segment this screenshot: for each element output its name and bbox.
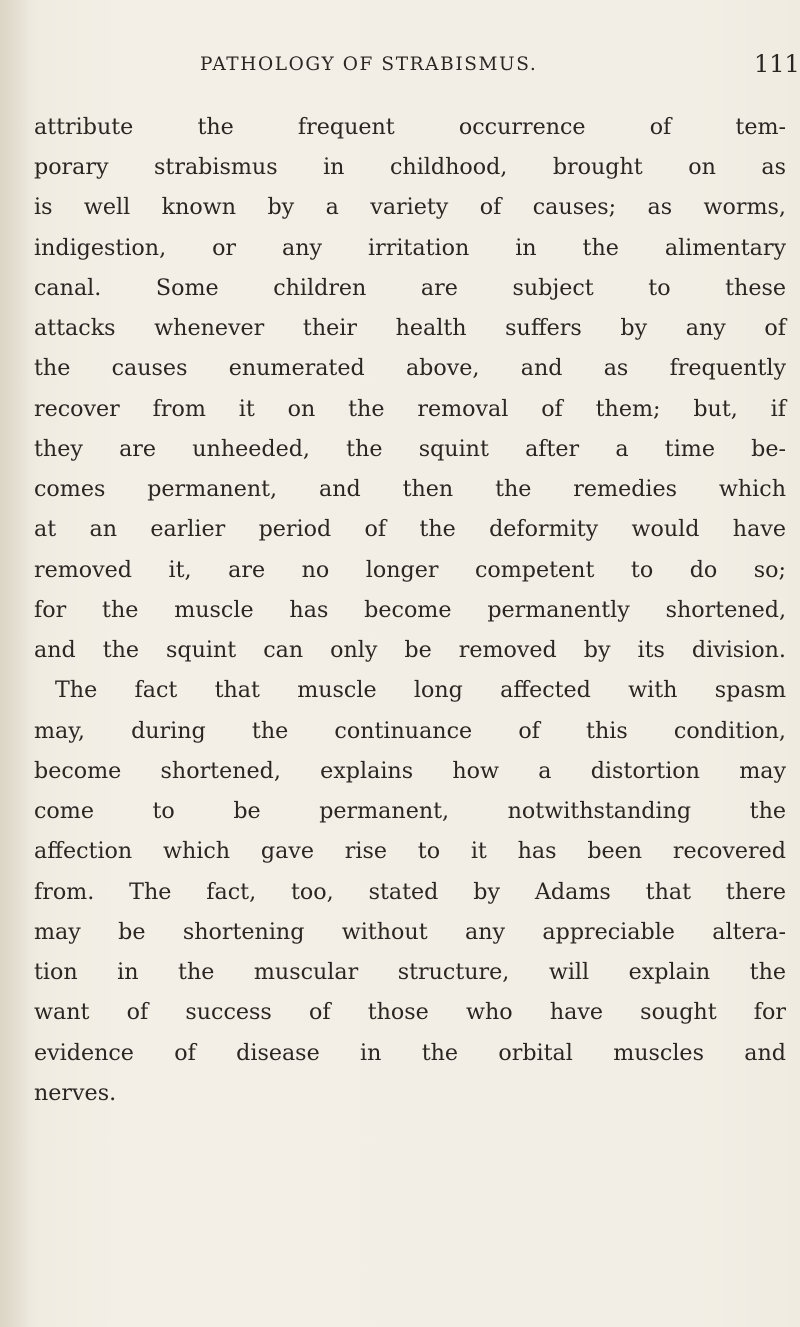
text-line: they are unheeded, the squint after a time be- [34, 436, 786, 462]
text-line: recover from it on the removal of them; but, if [34, 396, 786, 422]
text-line: for the muscle has become permanently shortened, [34, 597, 786, 623]
page-number: 111 [754, 50, 800, 78]
text-line: attacks whenever their health suffers by any of [34, 315, 786, 341]
text-line: comes permanent, and then the remedies which [34, 476, 786, 502]
text-line: come to be permanent, notwithstanding the [34, 798, 786, 824]
text-line: canal. Some children are subject to these [34, 275, 786, 301]
text-line: indigestion, or any irritation in the alimentary [34, 235, 786, 261]
text-line: affection which gave rise to it has been recovered [34, 838, 786, 864]
text-line: attribute the frequent occurrence of tem- [34, 114, 786, 140]
text-line: the causes enumerated above, and as frequently [34, 355, 786, 381]
text-line: become shortened, explains how a distortion may [34, 758, 786, 784]
text-line: and the squint can only be removed by its division. [34, 637, 786, 663]
text-line: at an earlier period of the deformity would have [34, 516, 786, 542]
text-line: want of success of those who have sought for [34, 999, 786, 1025]
text-line: may, during the continuance of this condition, [34, 718, 786, 744]
running-title: PATHOLOGY OF STRABISMUS. [200, 54, 538, 75]
text-line: porary strabismus in childhood, brought on as [34, 154, 786, 180]
text-line: tion in the muscular structure, will explain the [34, 959, 786, 985]
text-line: evidence of disease in the orbital muscles and [34, 1040, 786, 1066]
text-line: may be shortening without any appreciable altera- [34, 919, 786, 945]
text-line-last: nerves. [34, 1080, 117, 1106]
text-line: removed it, are no longer competent to do so; [34, 557, 786, 583]
text-line-paragraph-start: The fact that muscle long affected with spasm [55, 677, 786, 703]
text-line: is well known by a variety of causes; as worms, [34, 194, 786, 220]
text-line: from. The fact, too, stated by Adams that there [34, 879, 786, 905]
